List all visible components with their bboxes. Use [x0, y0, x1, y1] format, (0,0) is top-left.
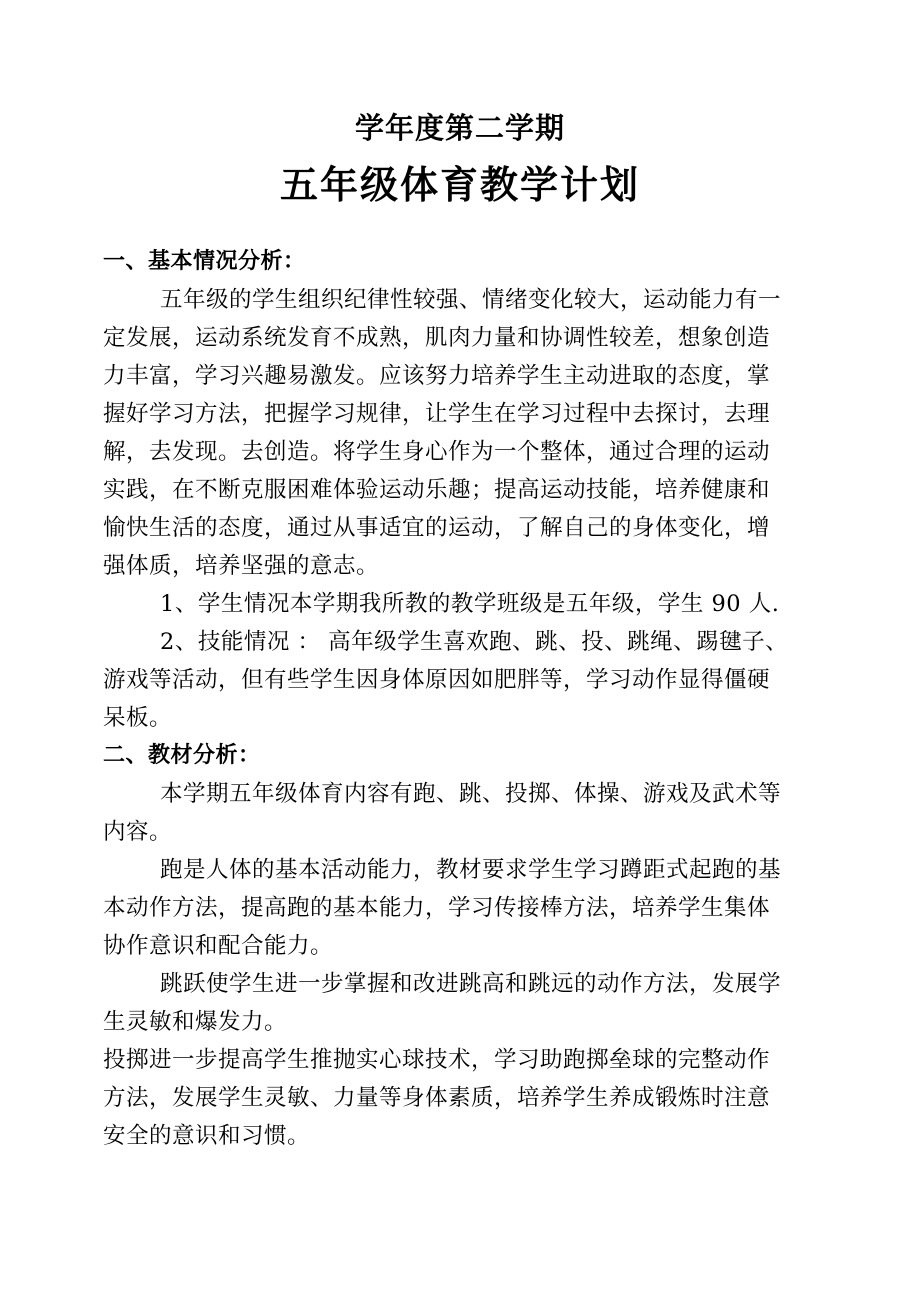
paragraph-line: 方法，发展学生灵敏、力量等身体素质，培养学生养成锻炼时注意: [103, 1085, 771, 1111]
paragraph-line: 力丰富，学习兴趣易激发。应该努力培养学生主动进取的态度，掌: [103, 363, 771, 389]
section-heading-material-analysis: 二、教材分析：: [103, 743, 261, 768]
skill-info-line: 2、技能情况 ： 高年级学生喜欢跑、跳、投、跳绳、踢毽子、: [160, 629, 789, 655]
paragraph-line: 内容。: [103, 819, 173, 845]
student-info-line: 1、学生情况本学期我所教的教学班级是五年级，学生 90 人.: [160, 591, 780, 617]
paragraph-line: 投掷进一步提高学生推抛实心球技术，学习助跑掷垒球的完整动作: [103, 1047, 771, 1073]
paragraph-line: 安全的意识和习惯。: [103, 1123, 311, 1149]
paragraph-line: 生灵敏和爆发力。: [103, 1009, 288, 1035]
paragraph-line: 握好学习方法，把握学习规律，让学生在学习过程中去探讨，去理: [103, 401, 771, 427]
paragraph-line: 愉快生活的态度，通过从事适宜的运动，了解自己的身体变化，增: [103, 515, 771, 541]
paragraph-line: 本学期五年级体育内容有跑、跳、投掷、体操、游戏及武术等: [160, 781, 782, 807]
paragraph-line: 实践，在不断克服困难体验运动乐趣；提高运动技能，培养健康和: [103, 477, 771, 503]
paragraph-line: 定发展，运动系统发育不成熟，肌肉力量和协调性较差，想象创造: [103, 325, 771, 351]
paragraph-line: 跳跃使学生进一步掌握和改进跳高和跳远的动作方法，发展学: [160, 971, 782, 997]
paragraph-line: 协作意识和配合能力。: [103, 933, 334, 959]
paragraph-line: 游戏等活动，但有些学生因身体原因如肥胖等，学习动作显得僵硬: [103, 667, 771, 693]
document-subtitle: 学年度第二学期: [354, 111, 565, 145]
paragraph-line: 五年级的学生组织纪律性较强、情绪变化较大，运动能力有一: [160, 287, 782, 313]
paragraph-line: 强体质，培养坚强的意志。: [103, 553, 380, 579]
document-title: 五年级体育教学计划: [279, 163, 640, 207]
paragraph-line: 解，去发现。去创造。将学生身心作为一个整体，通过合理的运动: [103, 439, 771, 465]
section-heading-basic-analysis: 一、基本情况分析：: [103, 249, 306, 274]
paragraph-line: 跑是人体的基本活动能力，教材要求学生学习蹲距式起跑的基: [160, 857, 782, 883]
paragraph-line: 呆板。: [103, 705, 173, 731]
paragraph-line: 本动作方法，提高跑的基本能力，学习传接棒方法，培养学生集体: [103, 895, 771, 921]
document-body: [103, 243, 823, 1155]
